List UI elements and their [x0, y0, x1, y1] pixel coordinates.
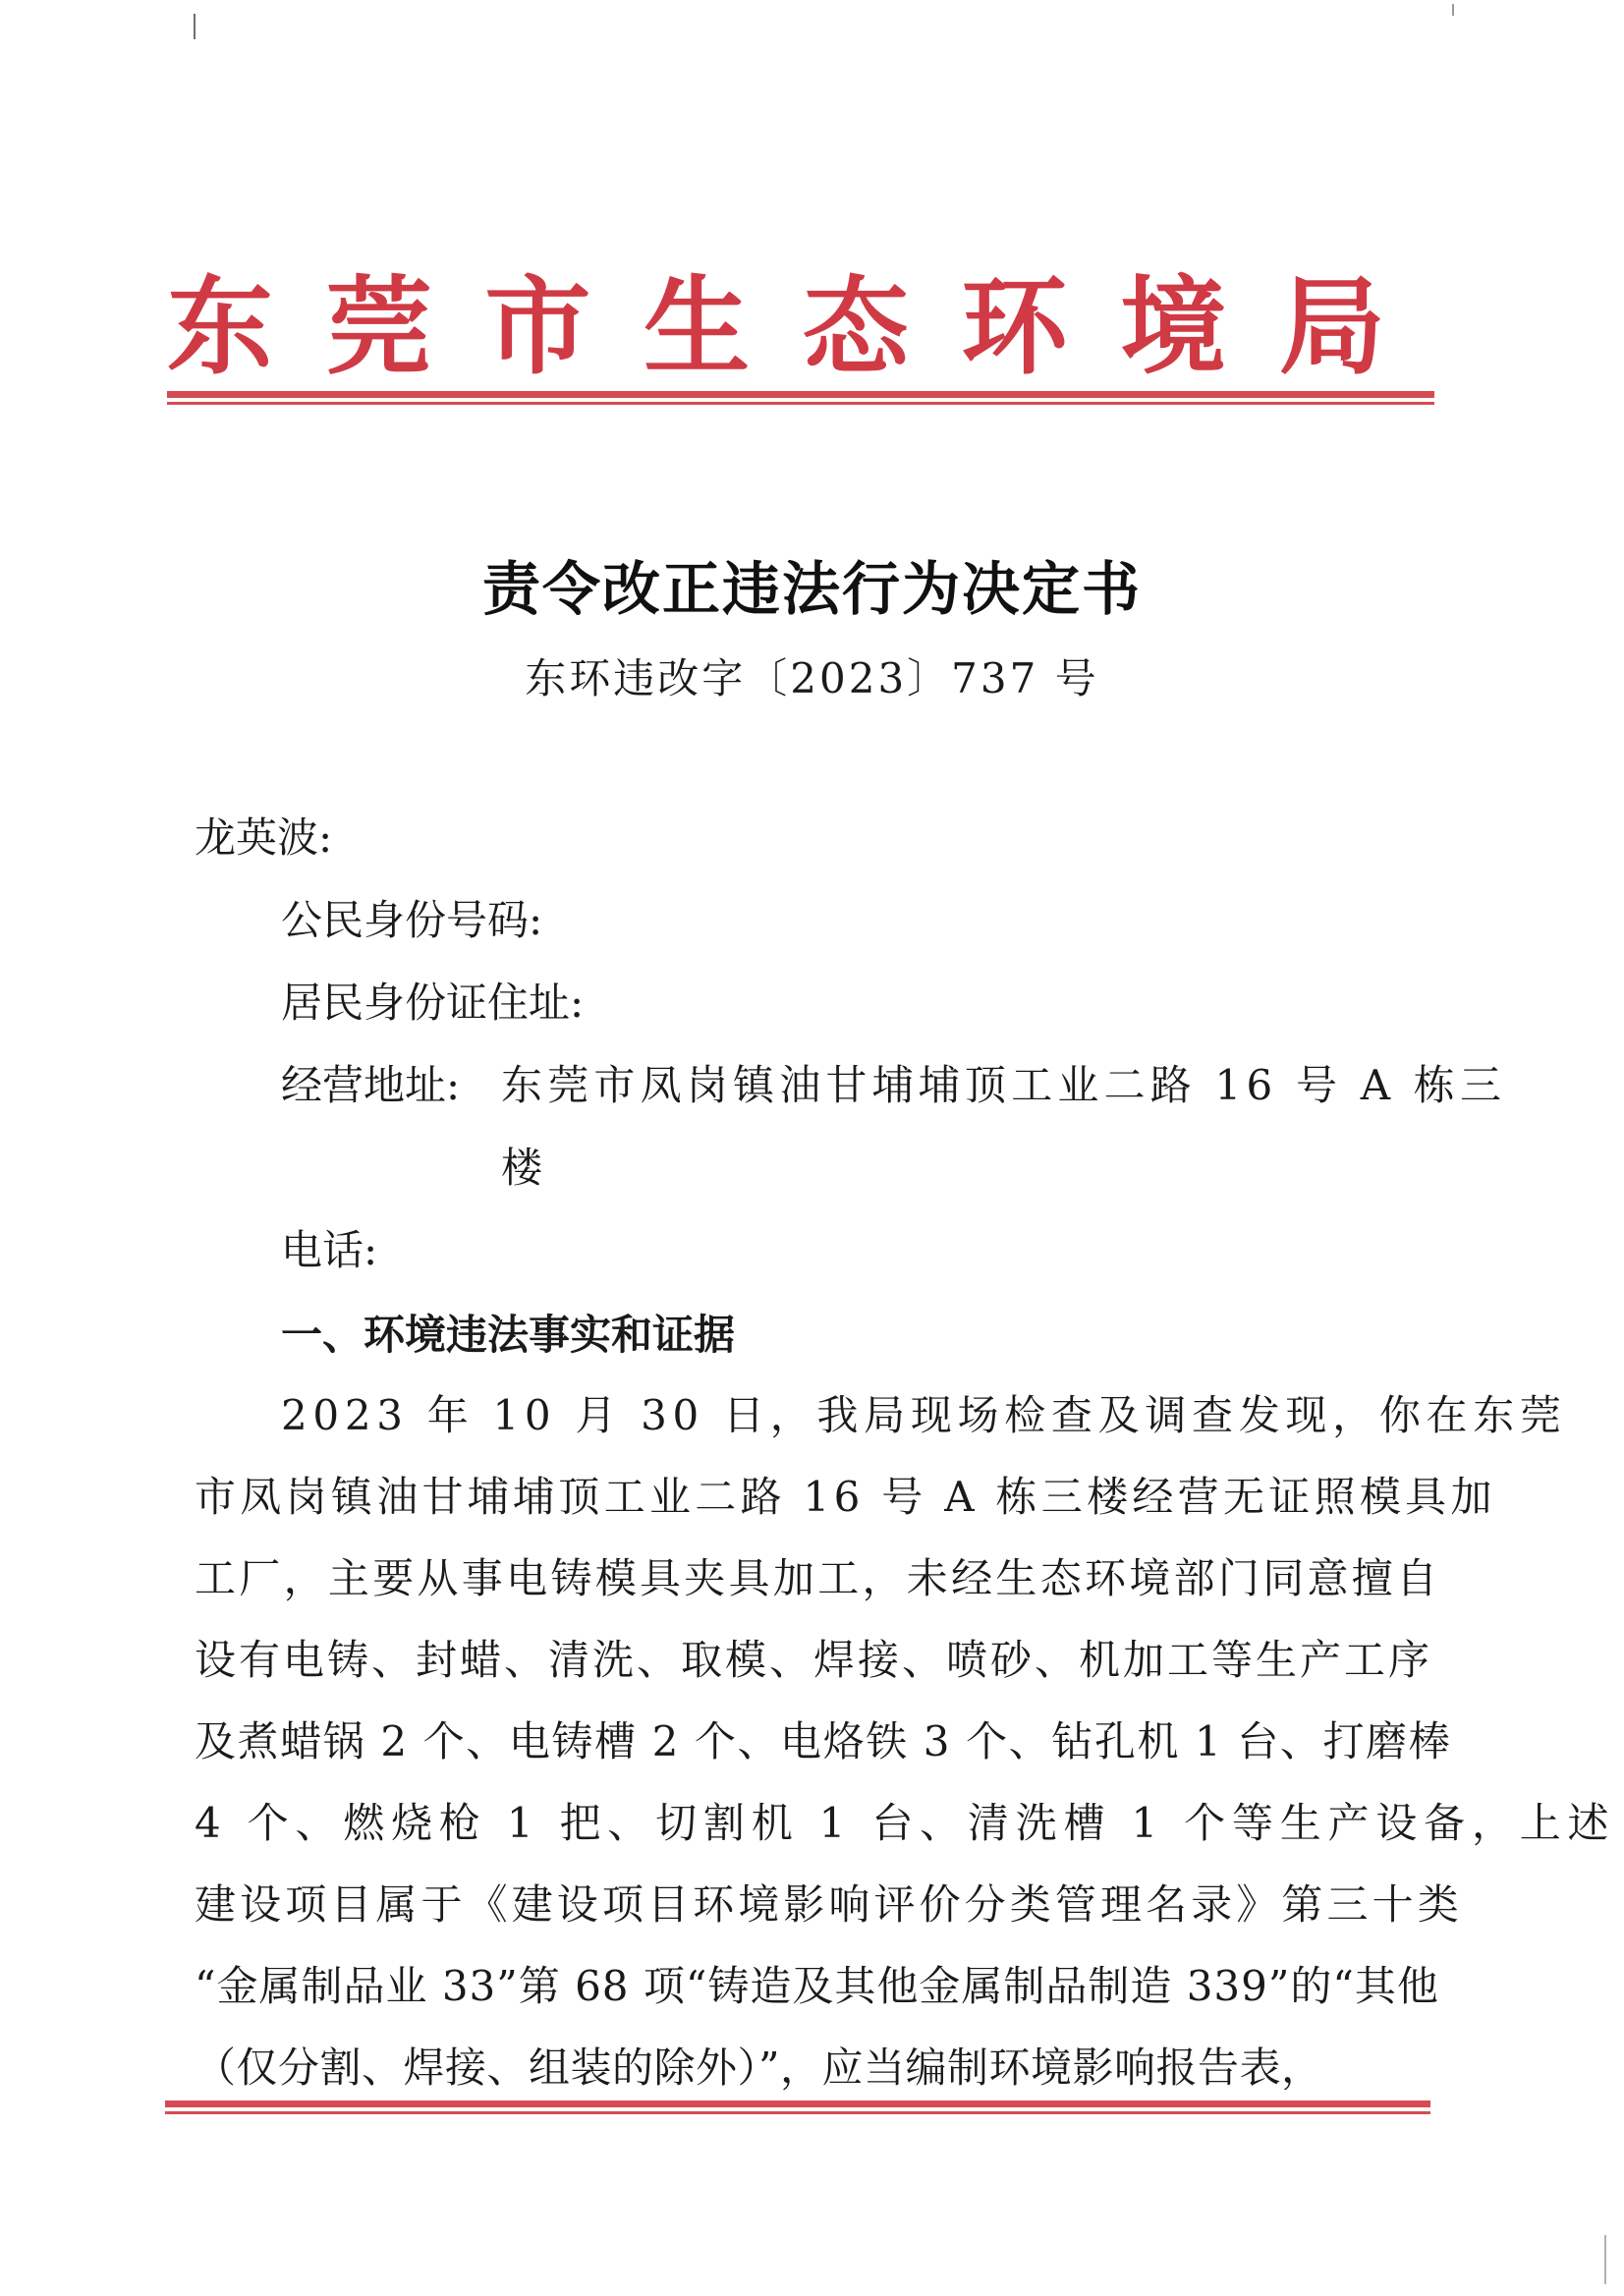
letterhead-char: 局 [1278, 265, 1385, 389]
body-line: 建设项目属于《建设项目环境影响评价分类管理名录》第三十类 [195, 1880, 1463, 1929]
letterhead-char: 莞 [325, 265, 432, 389]
letterhead-char: 生 [644, 265, 751, 389]
letterhead-char: 市 [484, 265, 591, 389]
body-line: 2023 年 10 月 30 日，我局现场检查及调查发现，你在东莞 [281, 1391, 1567, 1439]
body-line: （仅分割、焊接、组装的除外）”，应当编制环境影响报告表， [195, 2044, 1323, 2092]
scan-artifact [1604, 2235, 1606, 2284]
letterhead [167, 263, 1385, 391]
body-line: 及煮蜡锅 2 个、电铸槽 2 个、电烙铁 3 个、钻孔机 1 台、打磨棒 [195, 1717, 1452, 1765]
scan-artifact [1452, 4, 1454, 16]
letterhead-char: 东 [167, 265, 274, 389]
recipient-name: 龙英波: [195, 813, 333, 862]
scan-artifact [194, 14, 196, 39]
business-address-label: 经营地址: [281, 1061, 461, 1109]
letterhead-char: 境 [1120, 265, 1227, 389]
section-heading: 一、环境违法事实和证据 [281, 1311, 736, 1359]
letterhead-char: 环 [961, 265, 1068, 389]
body-line: 4 个、燃烧枪 1 把、切割机 1 台、清洗槽 1 个等生产设备，上述 [195, 1799, 1616, 1847]
residence-address-label: 居民身份证住址: [281, 979, 585, 1027]
business-address-value: 东莞市凤岗镇油甘埔埔顶工业二路 16 号 A 栋三 [501, 1061, 1507, 1109]
body-line: 设有电铸、封蜡、清洗、取模、焊接、喷砂、机加工等生产工序 [195, 1636, 1433, 1684]
phone-label: 电话: [281, 1226, 378, 1274]
body-line: “金属制品业 33”第 68 项“铸造及其他金属制品制造 339”的“其他 [195, 1962, 1439, 2010]
document-title: 责令改正违法行为决定书 [481, 555, 1142, 623]
body-line: 市凤岗镇油甘埔埔顶工业二路 16 号 A 栋三楼经营无证照模具加 [195, 1473, 1496, 1521]
id-number-label: 公民身份号码: [281, 896, 543, 944]
business-address-continuation: 楼 [501, 1144, 543, 1192]
document-number: 东环违改字〔2023〕737 号 [525, 654, 1099, 702]
body-line: 工厂，主要从事电铸模具夹具加工，未经生态环境部门同意擅自 [195, 1554, 1441, 1602]
footer-divider [165, 2100, 1430, 2114]
letterhead-divider [167, 391, 1434, 405]
letterhead-char: 态 [802, 265, 909, 389]
